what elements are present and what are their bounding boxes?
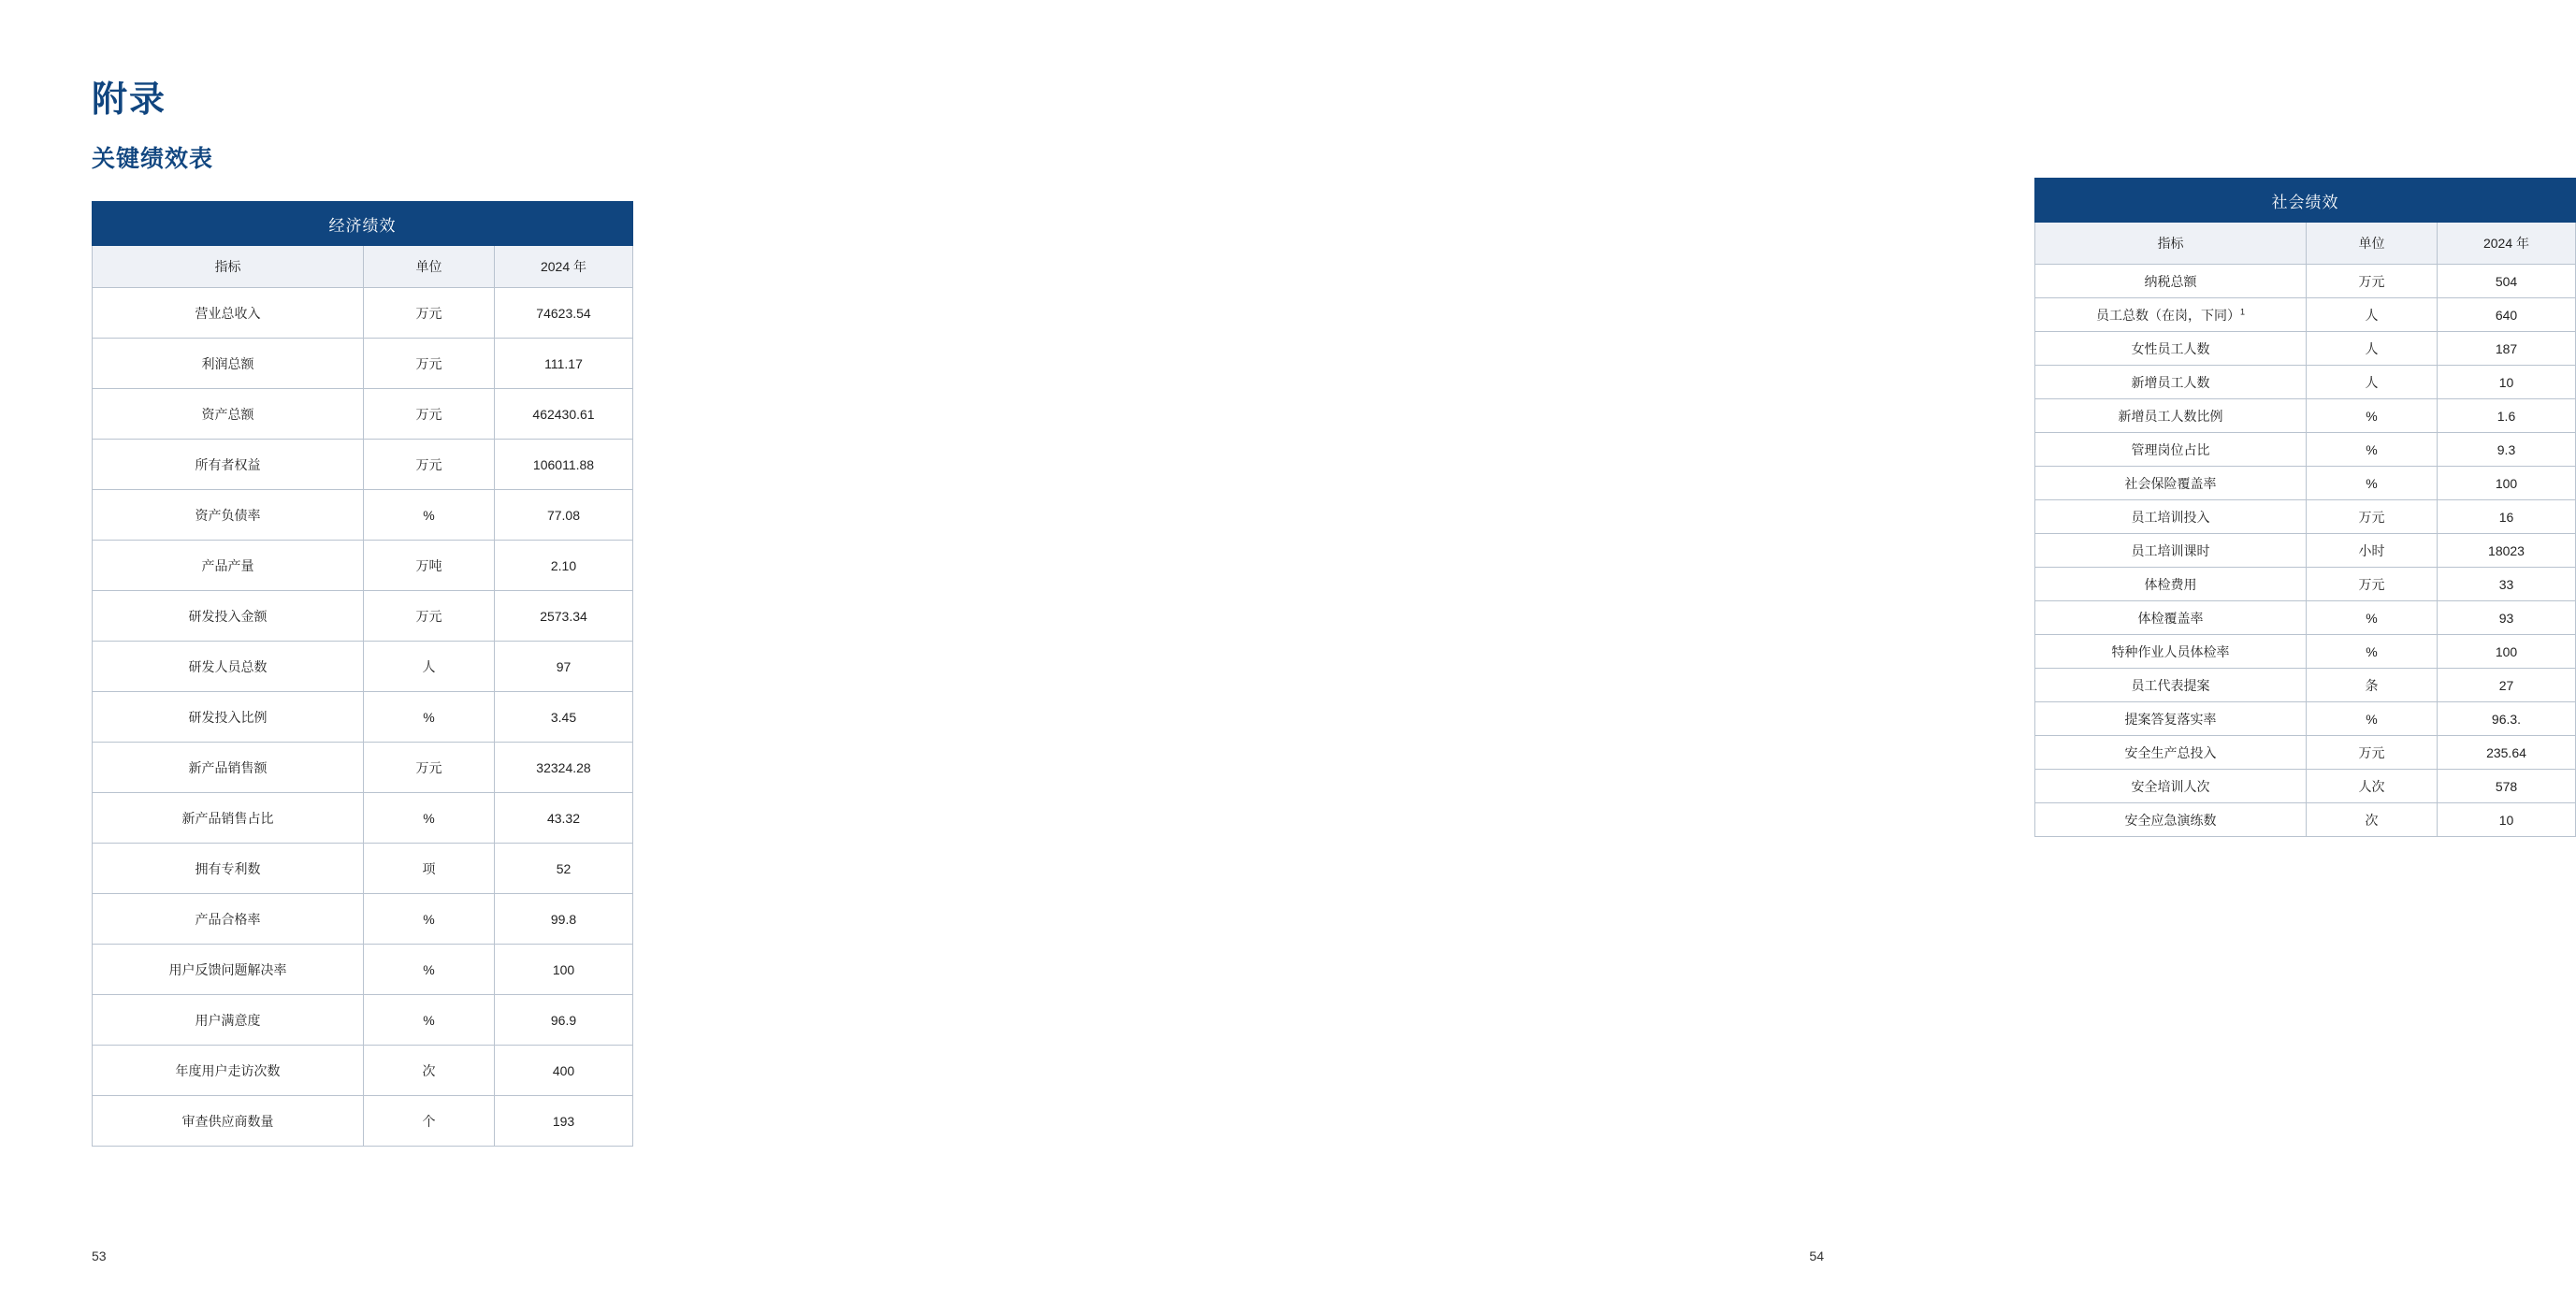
indicator-cell: 新增员工人数 — [2035, 366, 2307, 399]
value-cell: 93 — [2438, 601, 2576, 635]
value-cell: 462430.61 — [495, 389, 633, 440]
indicator-cell: 所有者权益 — [93, 440, 364, 490]
unit-cell: 万元 — [2307, 568, 2438, 601]
value-cell: 193 — [495, 1096, 633, 1147]
indicator-cell: 体检费用 — [2035, 568, 2307, 601]
value-cell: 77.08 — [495, 490, 633, 541]
column-header: 单位 — [2307, 223, 2438, 265]
table-row — [93, 288, 633, 339]
unit-cell: 人 — [364, 642, 495, 692]
economic-performance-table-wrapper — [92, 201, 632, 1147]
value-cell: 100 — [495, 945, 633, 995]
indicator-cell: 研发投入比例 — [93, 692, 364, 743]
unit-cell: % — [364, 945, 495, 995]
table-row — [2035, 433, 2576, 467]
unit-cell: 次 — [2307, 803, 2438, 837]
indicator-cell: 资产负债率 — [93, 490, 364, 541]
unit-cell: 万元 — [364, 440, 495, 490]
value-cell: 3.45 — [495, 692, 633, 743]
table-row — [2035, 298, 2576, 332]
unit-cell: 条 — [2307, 669, 2438, 702]
unit-cell: 项 — [364, 844, 495, 894]
indicator-cell: 员工代表提案 — [2035, 669, 2307, 702]
table-row — [93, 692, 633, 743]
value-cell: 235.64 — [2438, 736, 2576, 770]
unit-cell: % — [2307, 433, 2438, 467]
table-title-row — [2035, 179, 2576, 223]
value-cell: 32324.28 — [495, 743, 633, 793]
indicator-cell: 研发人员总数 — [93, 642, 364, 692]
table-row — [2035, 803, 2576, 837]
value-cell: 27 — [2438, 669, 2576, 702]
indicator-cell: 提案答复落实率 — [2035, 702, 2307, 736]
table-row — [2035, 366, 2576, 399]
value-cell: 9.3 — [2438, 433, 2576, 467]
value-cell: 111.17 — [495, 339, 633, 389]
indicator-cell: 安全应急演练数 — [2035, 803, 2307, 837]
table-row — [93, 339, 633, 389]
value-cell: 2.10 — [495, 541, 633, 591]
indicator-cell: 利润总额 — [93, 339, 364, 389]
unit-cell: % — [2307, 467, 2438, 500]
value-cell: 100 — [2438, 467, 2576, 500]
unit-cell: 人 — [2307, 298, 2438, 332]
table-row — [2035, 332, 2576, 366]
indicator-cell: 女性员工人数 — [2035, 332, 2307, 366]
unit-cell: % — [364, 894, 495, 945]
indicator-cell: 员工培训投入 — [2035, 500, 2307, 534]
table-header-row — [2035, 223, 2576, 265]
column-header: 指标 — [2035, 223, 2307, 265]
page-number-right: 54 — [1809, 1248, 1824, 1263]
value-cell: 97 — [495, 642, 633, 692]
column-header: 指标 — [93, 246, 364, 288]
unit-cell: 万吨 — [364, 541, 495, 591]
economic-performance-table — [92, 201, 633, 1147]
value-cell: 640 — [2438, 298, 2576, 332]
table-row — [2035, 467, 2576, 500]
indicator-cell: 新产品销售占比 — [93, 793, 364, 844]
unit-cell: 人 — [2307, 366, 2438, 399]
unit-cell: 万元 — [364, 743, 495, 793]
indicator-cell: 安全生产总投入 — [2035, 736, 2307, 770]
indicator-cell: 新增员工人数比例 — [2035, 399, 2307, 433]
table-row — [93, 591, 633, 642]
value-cell: 96.9 — [495, 995, 633, 1046]
unit-cell: 万元 — [364, 591, 495, 642]
value-cell: 33 — [2438, 568, 2576, 601]
indicator-cell: 员工总数（在岗，下同）$^1$ — [2035, 298, 2307, 332]
value-cell: 43.32 — [495, 793, 633, 844]
indicator-cell: 用户反馈问题解决率 — [93, 945, 364, 995]
indicator-cell: 营业总收入 — [93, 288, 364, 339]
indicator-cell: 体检覆盖率 — [2035, 601, 2307, 635]
table-title: 经济绩效 — [93, 202, 633, 246]
unit-cell: 万元 — [364, 389, 495, 440]
column-header: 单位 — [364, 246, 495, 288]
unit-cell: % — [364, 995, 495, 1046]
unit-cell: % — [364, 793, 495, 844]
indicator-cell: 新产品销售额 — [93, 743, 364, 793]
indicator-cell: 安全培训人次 — [2035, 770, 2307, 803]
value-cell: 74623.54 — [495, 288, 633, 339]
table-row — [2035, 500, 2576, 534]
value-cell: 187 — [2438, 332, 2576, 366]
indicator-cell: 管理岗位占比 — [2035, 433, 2307, 467]
unit-cell: 万元 — [2307, 736, 2438, 770]
value-cell: 1.6 — [2438, 399, 2576, 433]
unit-cell: % — [2307, 399, 2438, 433]
unit-cell: 人 — [2307, 332, 2438, 366]
unit-cell: % — [364, 490, 495, 541]
indicator-cell: 审查供应商数量 — [93, 1096, 364, 1147]
indicator-cell: 研发投入金额 — [93, 591, 364, 642]
table-row — [93, 1046, 633, 1096]
table-row — [2035, 568, 2576, 601]
value-cell: 400 — [495, 1046, 633, 1096]
indicator-cell: 资产总额 — [93, 389, 364, 440]
value-cell: 100 — [2438, 635, 2576, 669]
column-header: 2024 年 — [495, 246, 633, 288]
column-header: 2024 年 — [2438, 223, 2576, 265]
value-cell: 106011.88 — [495, 440, 633, 490]
social-performance-table-wrapper — [2034, 178, 2575, 837]
unit-cell: 个 — [364, 1096, 495, 1147]
table-row — [2035, 635, 2576, 669]
page-left — [0, 0, 958, 1299]
table-row — [93, 844, 633, 894]
page-title: 附录 — [92, 80, 167, 120]
unit-cell: % — [2307, 601, 2438, 635]
table-row — [93, 743, 633, 793]
table-row — [93, 1096, 633, 1147]
table-row — [2035, 736, 2576, 770]
indicator-cell: 特种作业人员体检率 — [2035, 635, 2307, 669]
indicator-cell: 用户满意度 — [93, 995, 364, 1046]
footnote-marker: 1 — [2239, 306, 2245, 316]
table-header-row — [93, 246, 633, 288]
unit-cell: 万元 — [2307, 500, 2438, 534]
table-row — [93, 995, 633, 1046]
table-row — [93, 389, 633, 440]
value-cell: 18023 — [2438, 534, 2576, 568]
value-cell: 10 — [2438, 366, 2576, 399]
indicator-cell: 产品产量 — [93, 541, 364, 591]
unit-cell: 人次 — [2307, 770, 2438, 803]
table-row — [93, 894, 633, 945]
table-row — [93, 541, 633, 591]
indicator-cell: 纳税总额 — [2035, 265, 2307, 298]
unit-cell: % — [364, 692, 495, 743]
unit-cell: % — [2307, 635, 2438, 669]
table-row — [2035, 669, 2576, 702]
unit-cell: 万元 — [2307, 265, 2438, 298]
unit-cell: % — [2307, 702, 2438, 736]
table-row — [2035, 702, 2576, 736]
indicator-cell: 社会保险覆盖率 — [2035, 467, 2307, 500]
value-cell: 10 — [2438, 803, 2576, 837]
table-row — [2035, 534, 2576, 568]
page-subtitle: 关键绩效表 — [92, 146, 214, 172]
value-cell: 2573.34 — [495, 591, 633, 642]
table-row — [2035, 265, 2576, 298]
value-cell: 578 — [2438, 770, 2576, 803]
page-number-left: 53 — [92, 1248, 107, 1263]
value-cell: 52 — [495, 844, 633, 894]
indicator-cell: 拥有专利数 — [93, 844, 364, 894]
unit-cell: 万元 — [364, 339, 495, 389]
value-cell: 99.8 — [495, 894, 633, 945]
table-row — [93, 793, 633, 844]
unit-cell: 小时 — [2307, 534, 2438, 568]
table-row — [93, 642, 633, 692]
indicator-cell: 年度用户走访次数 — [93, 1046, 364, 1096]
value-cell: 16 — [2438, 500, 2576, 534]
table-row — [2035, 601, 2576, 635]
indicator-cell: 产品合格率 — [93, 894, 364, 945]
value-cell: 504 — [2438, 265, 2576, 298]
unit-cell: 次 — [364, 1046, 495, 1096]
page-right — [958, 0, 2530, 1299]
table-row — [2035, 770, 2576, 803]
indicator-cell: 员工培训课时 — [2035, 534, 2307, 568]
table-row — [2035, 399, 2576, 433]
unit-cell: 万元 — [364, 288, 495, 339]
table-title: 社会绩效 — [2035, 179, 2576, 223]
table-row — [93, 945, 633, 995]
table-row — [93, 490, 633, 541]
table-row — [93, 440, 633, 490]
value-cell: 96.3. — [2438, 702, 2576, 736]
table-title-row — [93, 202, 633, 246]
social-performance-table — [2034, 178, 2576, 837]
